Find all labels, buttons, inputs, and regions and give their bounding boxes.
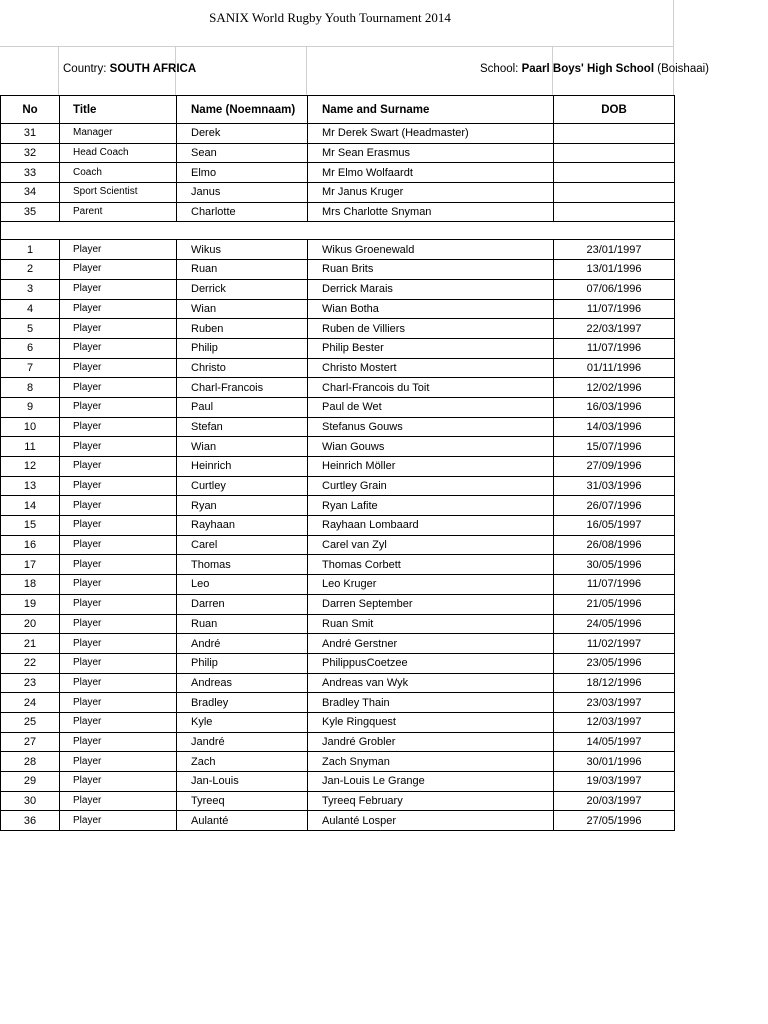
country-value: SOUTH AFRICA <box>109 63 197 75</box>
cell-title: Player <box>60 496 177 516</box>
cell-title: Player <box>60 634 177 654</box>
cell-full-name: Andreas van Wyk <box>308 673 554 693</box>
table-row <box>1 260 675 280</box>
cell-title: Sport Scientist <box>60 183 177 203</box>
cell-name: Aulanté <box>177 811 308 831</box>
cell-no: 15 <box>1 516 60 536</box>
cell-title: Player <box>60 535 177 555</box>
table-row <box>1 338 675 358</box>
cell-full-name: André Gerstner <box>308 634 554 654</box>
cell-no: 29 <box>1 772 60 792</box>
cell-full-name: Ruben de Villiers <box>308 319 554 339</box>
cell-name: Charlotte <box>177 202 308 222</box>
cell-no: 28 <box>1 752 60 772</box>
cell-name: Philip <box>177 653 308 673</box>
cell-full-name: Zach Snyman <box>308 752 554 772</box>
cell-title: Player <box>60 260 177 280</box>
cell-full-name: Mr Elmo Wolfaardt <box>308 163 554 183</box>
cell-full-name: Curtley Grain <box>308 476 554 496</box>
cell-full-name: Aulanté Losper <box>308 811 554 831</box>
cell-dob: 16/05/1997 <box>554 516 675 536</box>
cell-full-name: Mr Janus Kruger <box>308 183 554 203</box>
cell-full-name: Charl-Francois du Toit <box>308 378 554 398</box>
cell-dob: 12/03/1997 <box>554 712 675 732</box>
info-divider <box>306 46 307 95</box>
cell-name: Janus <box>177 183 308 203</box>
cell-full-name: Philip Bester <box>308 338 554 358</box>
cell-full-name: Stefanus Gouws <box>308 417 554 437</box>
cell-no: 36 <box>1 811 60 831</box>
cell-dob: 31/03/1996 <box>554 476 675 496</box>
cell-title: Parent <box>60 202 177 222</box>
cell-no: 30 <box>1 791 60 811</box>
cell-no: 10 <box>1 417 60 437</box>
cell-name: Derrick <box>177 279 308 299</box>
cell-title: Player <box>60 437 177 457</box>
cell-full-name: Mr Sean Erasmus <box>308 143 554 163</box>
cell-no: 16 <box>1 535 60 555</box>
cell-name: Charl-Francois <box>177 378 308 398</box>
cell-full-name: Jan-Louis Le Grange <box>308 772 554 792</box>
cell-dob <box>554 143 675 163</box>
cell-name: Stefan <box>177 417 308 437</box>
cell-name: Andreas <box>177 673 308 693</box>
cell-full-name: Leo Kruger <box>308 575 554 595</box>
cell-dob: 18/12/1996 <box>554 673 675 693</box>
cell-dob: 19/03/1997 <box>554 772 675 792</box>
cell-full-name: Ruan Brits <box>308 260 554 280</box>
spacer-section <box>1 222 675 240</box>
table-row <box>1 240 675 260</box>
cell-no: 9 <box>1 397 60 417</box>
cell-no: 3 <box>1 279 60 299</box>
table-row <box>1 358 675 378</box>
cell-dob: 21/05/1996 <box>554 594 675 614</box>
cell-dob: 15/07/1996 <box>554 437 675 457</box>
cell-name: Zach <box>177 752 308 772</box>
table-row <box>1 575 675 595</box>
cell-full-name: Thomas Corbett <box>308 555 554 575</box>
table-row <box>1 772 675 792</box>
cell-dob: 13/01/1996 <box>554 260 675 280</box>
cell-title: Player <box>60 732 177 752</box>
header-name: Name (Noemnaam) <box>177 96 308 124</box>
cell-dob: 26/07/1996 <box>554 496 675 516</box>
spacer-row <box>1 222 675 240</box>
table-row <box>1 319 675 339</box>
cell-title: Player <box>60 772 177 792</box>
info-divider <box>58 46 59 95</box>
cell-name: Jandré <box>177 732 308 752</box>
cell-title: Player <box>60 378 177 398</box>
cell-dob: 11/07/1996 <box>554 575 675 595</box>
cell-dob: 01/11/1996 <box>554 358 675 378</box>
cell-full-name: Wian Gouws <box>308 437 554 457</box>
cell-dob: 14/03/1996 <box>554 417 675 437</box>
cell-title: Player <box>60 594 177 614</box>
cell-no: 2 <box>1 260 60 280</box>
cell-name: Rayhaan <box>177 516 308 536</box>
cell-name: Ruben <box>177 319 308 339</box>
country-field <box>63 63 196 75</box>
table-row <box>1 437 675 457</box>
cell-full-name: Wian Botha <box>308 299 554 319</box>
cell-name: Ruan <box>177 614 308 634</box>
cell-no: 34 <box>1 183 60 203</box>
cell-dob: 24/05/1996 <box>554 614 675 634</box>
header-no: No <box>1 96 60 124</box>
cell-full-name: Kyle Ringquest <box>308 712 554 732</box>
cell-no: 23 <box>1 673 60 693</box>
cell-full-name: Derrick Marais <box>308 279 554 299</box>
cell-title: Player <box>60 240 177 260</box>
cell-name: Wian <box>177 299 308 319</box>
cell-dob: 20/03/1997 <box>554 791 675 811</box>
cell-dob <box>554 124 675 144</box>
table-row <box>1 555 675 575</box>
cell-name: Bradley <box>177 693 308 713</box>
country-label: Country: <box>63 63 107 75</box>
cell-name: Wian <box>177 437 308 457</box>
cell-full-name: Rayhaan Lombaard <box>308 516 554 536</box>
cell-no: 22 <box>1 653 60 673</box>
cell-dob: 27/09/1996 <box>554 457 675 477</box>
cell-title: Player <box>60 516 177 536</box>
table-row <box>1 183 675 203</box>
cell-name: Philip <box>177 338 308 358</box>
cell-title: Player <box>60 397 177 417</box>
table-row <box>1 378 675 398</box>
table-row <box>1 673 675 693</box>
cell-full-name: Mrs Charlotte Snyman <box>308 202 554 222</box>
table-row <box>1 614 675 634</box>
cell-name: Kyle <box>177 712 308 732</box>
cell-no: 5 <box>1 319 60 339</box>
spacer-cell <box>1 222 675 240</box>
cell-full-name: Ruan Smit <box>308 614 554 634</box>
cell-name: Thomas <box>177 555 308 575</box>
cell-dob: 14/05/1997 <box>554 732 675 752</box>
school-value: Paarl Boys' High School <box>521 63 655 75</box>
cell-name: Curtley <box>177 476 308 496</box>
cell-no: 27 <box>1 732 60 752</box>
cell-dob: 07/06/1996 <box>554 279 675 299</box>
player-rows <box>1 240 675 831</box>
cell-name: Jan-Louis <box>177 772 308 792</box>
cell-no: 17 <box>1 555 60 575</box>
school-field <box>480 63 709 75</box>
cell-dob: 23/05/1996 <box>554 653 675 673</box>
table-row <box>1 634 675 654</box>
cell-dob: 11/07/1996 <box>554 299 675 319</box>
cell-title: Player <box>60 575 177 595</box>
cell-no: 4 <box>1 299 60 319</box>
cell-dob <box>554 183 675 203</box>
cell-dob: 30/05/1996 <box>554 555 675 575</box>
cell-title: Player <box>60 279 177 299</box>
cell-full-name: Carel van Zyl <box>308 535 554 555</box>
header-full-name: Name and Surname <box>308 96 554 124</box>
table-row <box>1 417 675 437</box>
table-row <box>1 752 675 772</box>
cell-no: 24 <box>1 693 60 713</box>
cell-dob: 11/02/1997 <box>554 634 675 654</box>
cell-full-name: Mr Derek Swart (Headmaster) <box>308 124 554 144</box>
table-row <box>1 693 675 713</box>
cell-dob: 30/01/1996 <box>554 752 675 772</box>
cell-name: Sean <box>177 143 308 163</box>
cell-dob <box>554 202 675 222</box>
cell-dob: 23/01/1997 <box>554 240 675 260</box>
cell-name: Wikus <box>177 240 308 260</box>
cell-title: Player <box>60 752 177 772</box>
cell-no: 8 <box>1 378 60 398</box>
cell-title: Player <box>60 712 177 732</box>
cell-dob: 26/08/1996 <box>554 535 675 555</box>
cell-name: Elmo <box>177 163 308 183</box>
cell-title: Player <box>60 457 177 477</box>
cell-full-name: Wikus Groenewald <box>308 240 554 260</box>
cell-name: André <box>177 634 308 654</box>
cell-full-name: Ryan Lafite <box>308 496 554 516</box>
cell-title: Head Coach <box>60 143 177 163</box>
cell-no: 7 <box>1 358 60 378</box>
cell-title: Player <box>60 338 177 358</box>
cell-no: 21 <box>1 634 60 654</box>
cell-name: Paul <box>177 397 308 417</box>
table-row <box>1 516 675 536</box>
cell-full-name: Jandré Grobler <box>308 732 554 752</box>
cell-title: Player <box>60 319 177 339</box>
cell-no: 35 <box>1 202 60 222</box>
table-row <box>1 732 675 752</box>
cell-title: Player <box>60 653 177 673</box>
cell-title: Player <box>60 614 177 634</box>
cell-name: Derek <box>177 124 308 144</box>
cell-title: Player <box>60 791 177 811</box>
cell-dob: 11/07/1996 <box>554 338 675 358</box>
table-row <box>1 496 675 516</box>
cell-name: Darren <box>177 594 308 614</box>
table-row <box>1 202 675 222</box>
cell-no: 25 <box>1 712 60 732</box>
school-nickname: (Boishaai) <box>657 63 710 75</box>
cell-title: Player <box>60 358 177 378</box>
header-title: Title <box>60 96 177 124</box>
school-label: School: <box>480 63 519 75</box>
table-header-row <box>1 96 675 124</box>
cell-full-name: Christo Mostert <box>308 358 554 378</box>
table-row <box>1 535 675 555</box>
cell-dob: 22/03/1997 <box>554 319 675 339</box>
table-row <box>1 299 675 319</box>
cell-title: Player <box>60 811 177 831</box>
cell-no: 13 <box>1 476 60 496</box>
cell-no: 6 <box>1 338 60 358</box>
cell-no: 18 <box>1 575 60 595</box>
cell-no: 1 <box>1 240 60 260</box>
cell-no: 12 <box>1 457 60 477</box>
table-row <box>1 397 675 417</box>
cell-name: Tyreeq <box>177 791 308 811</box>
cell-title: Player <box>60 299 177 319</box>
cell-no: 14 <box>1 496 60 516</box>
cell-dob: 16/03/1996 <box>554 397 675 417</box>
document-title: SANIX World Rugby Youth Tournament 2014 <box>209 10 451 25</box>
table-row <box>1 143 675 163</box>
cell-title: Player <box>60 417 177 437</box>
cell-name: Carel <box>177 535 308 555</box>
cell-full-name: Heinrich Möller <box>308 457 554 477</box>
cell-title: Coach <box>60 163 177 183</box>
cell-no: 19 <box>1 594 60 614</box>
cell-no: 11 <box>1 437 60 457</box>
team-info-row <box>0 46 710 95</box>
table-row <box>1 811 675 831</box>
cell-title: Manager <box>60 124 177 144</box>
cell-name: Ruan <box>177 260 308 280</box>
cell-full-name: Tyreeq February <box>308 791 554 811</box>
table-row <box>1 124 675 144</box>
cell-no: 32 <box>1 143 60 163</box>
cell-full-name: PhilippusCoetzee <box>308 653 554 673</box>
cell-name: Leo <box>177 575 308 595</box>
cell-full-name: Darren September <box>308 594 554 614</box>
table-row <box>1 163 675 183</box>
cell-title: Player <box>60 476 177 496</box>
cell-dob <box>554 163 675 183</box>
cell-full-name: Paul de Wet <box>308 397 554 417</box>
table-row <box>1 712 675 732</box>
cell-name: Christo <box>177 358 308 378</box>
cell-title: Player <box>60 555 177 575</box>
cell-no: 20 <box>1 614 60 634</box>
cell-name: Ryan <box>177 496 308 516</box>
cell-dob: 12/02/1996 <box>554 378 675 398</box>
header-dob: DOB <box>554 96 675 124</box>
team-roster-table <box>0 95 675 831</box>
cell-dob: 23/03/1997 <box>554 693 675 713</box>
table-row <box>1 476 675 496</box>
cell-title: Player <box>60 673 177 693</box>
table-row <box>1 279 675 299</box>
table-row <box>1 594 675 614</box>
cell-name: Heinrich <box>177 457 308 477</box>
cell-full-name: Bradley Thain <box>308 693 554 713</box>
table-row <box>1 653 675 673</box>
cell-no: 33 <box>1 163 60 183</box>
table-row <box>1 457 675 477</box>
staff-rows <box>1 124 675 222</box>
cell-title: Player <box>60 693 177 713</box>
cell-no: 31 <box>1 124 60 144</box>
cell-dob: 27/05/1996 <box>554 811 675 831</box>
table-row <box>1 791 675 811</box>
